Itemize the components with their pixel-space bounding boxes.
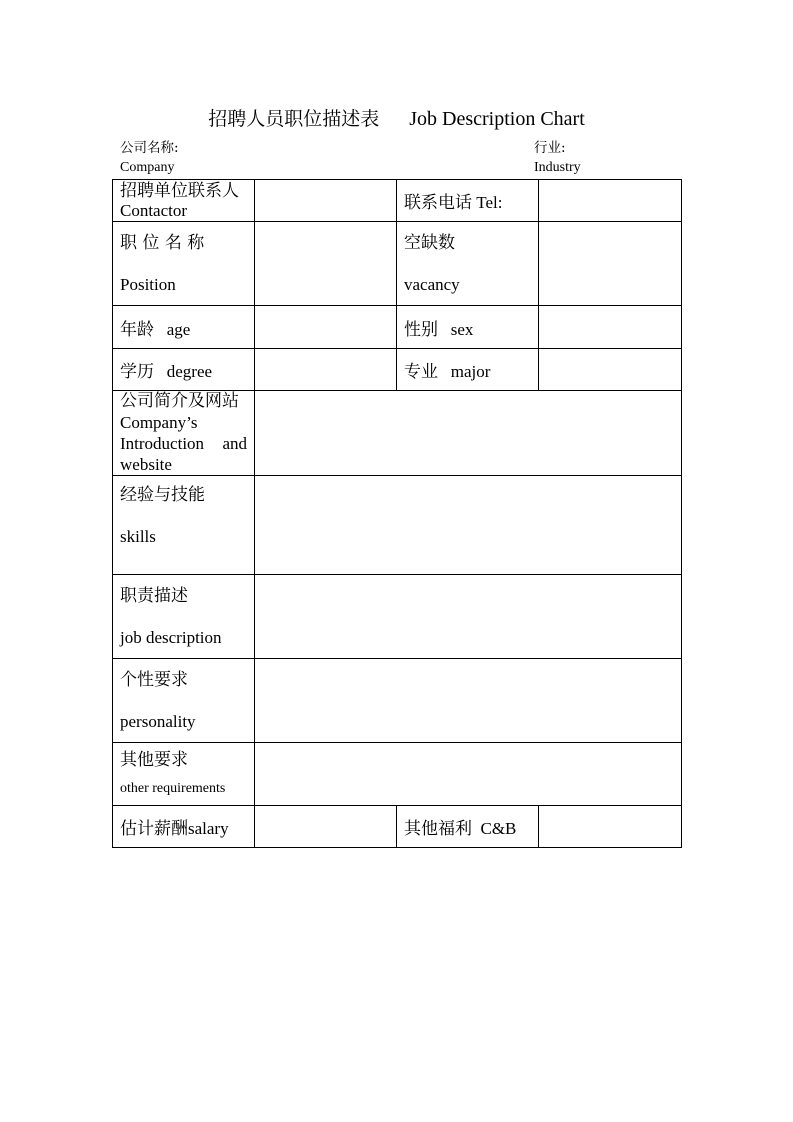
sex-field[interactable]	[539, 306, 682, 349]
degree-label-zh: 学历	[120, 362, 154, 382]
contactor-field[interactable]	[255, 180, 397, 222]
tel-label-zh: 联系电话	[404, 193, 472, 213]
skills-label-zh: 经验与技能	[120, 485, 205, 505]
position-field[interactable]	[255, 222, 397, 306]
company-label	[120, 138, 179, 178]
personality-label-zh: 个性要求	[120, 669, 188, 690]
contactor-label	[113, 180, 255, 222]
industry-label	[534, 138, 581, 178]
skills-field[interactable]	[255, 476, 682, 575]
duty-label-zh: 职责描述	[120, 585, 188, 606]
sex-label	[397, 306, 539, 349]
age-label-zh: 年龄	[120, 319, 154, 340]
intro-label	[113, 391, 255, 476]
intro-label-en3: website	[120, 455, 172, 474]
intro-label-en2	[120, 433, 247, 454]
other-label-en: other requirements	[120, 781, 226, 796]
intro-label-en1: Company’s	[120, 413, 198, 432]
personality-field[interactable]	[255, 659, 682, 743]
major-field[interactable]	[539, 349, 682, 391]
sex-label-en: sex	[450, 319, 474, 339]
contactor-label-zh: 招聘单位联系人	[120, 180, 239, 201]
benefits-label-zh: 其他福利	[404, 819, 472, 839]
major-label-zh: 专业	[404, 362, 438, 382]
tel-label	[397, 180, 539, 222]
position-char: 职	[120, 232, 137, 253]
personality-label	[113, 659, 255, 743]
page-title	[0, 104, 793, 131]
sex-label-zh: 性别	[404, 319, 438, 340]
personality-label-en: personality	[120, 711, 196, 731]
salary-label	[113, 806, 255, 848]
degree-field[interactable]	[255, 349, 397, 391]
benefits-label	[397, 806, 539, 848]
duty-label-en: job description	[120, 627, 222, 647]
age-field[interactable]	[255, 306, 397, 349]
table-row	[113, 575, 682, 659]
position-label	[113, 222, 255, 306]
vacancy-field[interactable]	[539, 222, 682, 306]
title-en: Job Description Chart	[409, 108, 585, 130]
company-label-en: Company	[120, 160, 175, 175]
tel-field[interactable]	[539, 180, 682, 222]
intro-label-word: and	[222, 434, 247, 453]
benefits-label-en: C&B	[480, 819, 517, 838]
duty-field[interactable]	[255, 575, 682, 659]
major-label-en: major	[450, 362, 491, 381]
industry-label-zh: 行业:	[534, 140, 566, 156]
degree-label-en: degree	[166, 362, 213, 381]
table-row	[113, 222, 682, 306]
table-row	[113, 349, 682, 391]
major-label	[397, 349, 539, 391]
position-char: 位	[142, 232, 160, 253]
table-row	[113, 743, 682, 806]
position-label-zh	[120, 232, 247, 254]
tel-label-en: Tel:	[476, 193, 503, 212]
position-char: 名	[164, 232, 182, 253]
vacancy-label-en: vacancy	[404, 274, 460, 294]
benefits-field[interactable]	[539, 806, 682, 848]
skills-label	[113, 476, 255, 575]
job-description-table	[112, 179, 682, 848]
intro-field[interactable]	[255, 391, 682, 476]
table-row	[113, 806, 682, 848]
company-label-zh: 公司名称:	[120, 140, 179, 156]
degree-label	[113, 349, 255, 391]
salary-label-zh: 估计薪酬	[120, 819, 188, 839]
intro-label-zh: 公司简介及网站	[120, 391, 239, 411]
table-row	[113, 476, 682, 575]
other-label	[113, 743, 255, 806]
table-row	[113, 391, 682, 476]
vacancy-label	[397, 222, 539, 306]
salary-label-en: salary	[188, 819, 229, 838]
intro-label-word: Introduction	[120, 434, 205, 453]
other-label-zh: 其他要求	[120, 750, 188, 770]
table-row	[113, 306, 682, 349]
contactor-label-en: Contactor	[120, 200, 188, 220]
title-zh: 招聘人员职位描述表	[208, 108, 380, 130]
age-label	[113, 306, 255, 349]
table-row	[113, 659, 682, 743]
duty-label	[113, 575, 255, 659]
position-char: 称	[187, 232, 205, 253]
industry-label-en: Industry	[534, 160, 581, 175]
table-row	[113, 180, 682, 222]
salary-field[interactable]	[255, 806, 397, 848]
vacancy-label-zh: 空缺数	[404, 232, 455, 253]
skills-label-en: skills	[120, 527, 156, 546]
age-label-en: age	[166, 319, 191, 339]
position-label-en: Position	[120, 274, 176, 294]
other-field[interactable]	[255, 743, 682, 806]
